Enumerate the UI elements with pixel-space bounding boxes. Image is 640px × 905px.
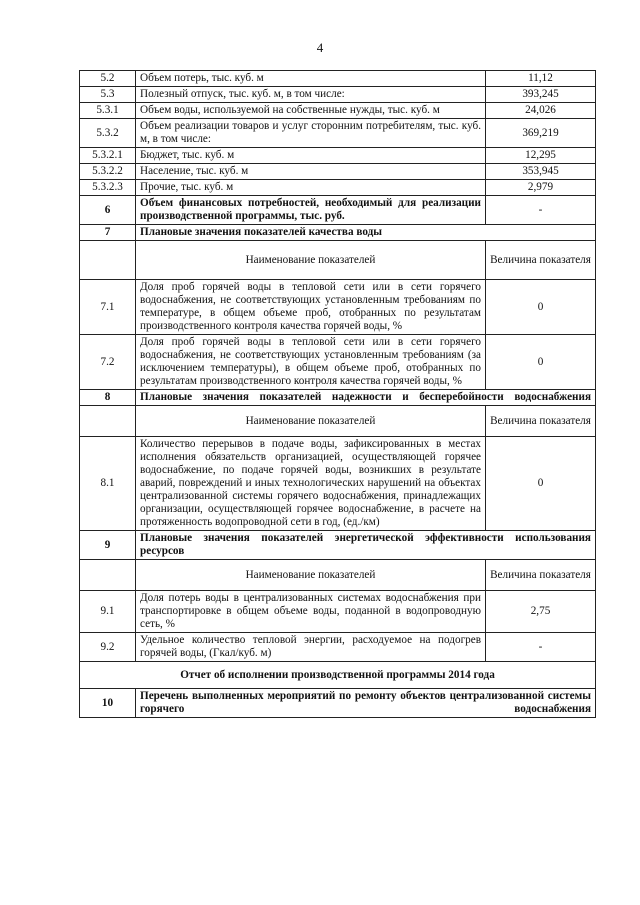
column-header-row xyxy=(80,406,596,437)
row-value: 353,945 xyxy=(486,164,596,180)
table-row xyxy=(80,87,596,103)
row-value: - xyxy=(486,633,596,662)
section-number: 9 xyxy=(80,531,136,560)
table-row xyxy=(80,148,596,164)
section-title-row xyxy=(80,225,596,241)
section-number: 10 xyxy=(80,689,136,718)
report-title: Отчет об исполнении производственной программы 2014 года xyxy=(80,662,596,689)
section-number: 8 xyxy=(80,390,136,406)
row-value: 369,219 xyxy=(486,119,596,148)
row-number: 5.3 xyxy=(80,87,136,103)
row-number: 5.3.2.2 xyxy=(80,164,136,180)
header-indicator-name: Наименование показателей xyxy=(136,406,486,437)
row-text: Доля проб горячей воды в тепловой сети или в сети горячего водоснабжения, не соответствующих установленным требованиям (за исключением температуры), в общем объеме проб, отобранных по результатам производственного контроля качества горячей воды, % xyxy=(136,335,486,390)
table-row xyxy=(80,591,596,633)
header-indicator-name: Наименование показателей xyxy=(136,560,486,591)
row-value: 12,295 xyxy=(486,148,596,164)
section-title: Перечень выполненных мероприятий по ремонту объектов централизованной системы горячего водоснабжения xyxy=(136,689,596,718)
section-number: 7 xyxy=(80,225,136,241)
table-row xyxy=(80,164,596,180)
section-title-row xyxy=(80,689,596,718)
empty-cell xyxy=(80,406,136,437)
row-text: Население, тыс. куб. м xyxy=(136,164,486,180)
row-text: Количество перерывов в подаче воды, зафиксированных в местах исполнения обязательств организацией, осуществляющей горячее водоснабжение, по подаче горячей воды, возникших в результате аварий, повреждений и иных технологических нарушений на объектах централизованной системы горячего водоснабжения, принадлежащих организации, осуществляющей горячее водоснабжение, в расчете на протяженность водопроводной сети в год, (ед./км) xyxy=(136,437,486,531)
header-indicator-value: Величина показателя xyxy=(486,406,596,437)
table-row xyxy=(80,196,596,225)
header-indicator-name: Наименование показателей xyxy=(136,241,486,280)
column-header-row xyxy=(80,241,596,280)
header-indicator-value: Величина показателя xyxy=(486,560,596,591)
section-title-row xyxy=(80,390,596,406)
section-title: Плановые значения показателей энергетической эффективности использования ресурсов xyxy=(136,531,596,560)
row-number: 5.3.2 xyxy=(80,119,136,148)
row-number: 9.1 xyxy=(80,591,136,633)
table-row xyxy=(80,71,596,87)
row-text: Доля проб горячей воды в тепловой сети или в сети горячего водоснабжения, не соответствующих установленным требованиям по температуре, в общем объеме проб, отобранных по результатам производственного контроля качества горячей воды, % xyxy=(136,280,486,335)
section-title: Плановые значения показателей надежности и бесперебойности водоснабжения xyxy=(136,390,596,406)
row-number: 5.3.1 xyxy=(80,103,136,119)
row-value: 393,245 xyxy=(486,87,596,103)
table-row xyxy=(80,119,596,148)
program-table xyxy=(79,70,596,718)
row-number: 5.2 xyxy=(80,71,136,87)
row-value: 2,75 xyxy=(486,591,596,633)
row-text: Объем потерь, тыс. куб. м xyxy=(136,71,486,87)
row-text: Полезный отпуск, тыс. куб. м, в том числе: xyxy=(136,87,486,103)
row-value: 0 xyxy=(486,335,596,390)
row-text: Объем реализации товаров и услуг сторонним потребителям, тыс. куб. м, в том числе: xyxy=(136,119,486,148)
row-number: 9.2 xyxy=(80,633,136,662)
row-text: Объем воды, используемой на собственные нужды, тыс. куб. м xyxy=(136,103,486,119)
header-indicator-value: Величина показателя xyxy=(486,241,596,280)
row-value: 24,026 xyxy=(486,103,596,119)
row-text: Объем финансовых потребностей, необходимый для реализации производственной программы, тыс. руб. xyxy=(136,196,486,225)
empty-cell xyxy=(80,560,136,591)
table-row xyxy=(80,103,596,119)
report-title-row xyxy=(80,662,596,689)
table-row xyxy=(80,437,596,531)
row-value: 0 xyxy=(486,437,596,531)
empty-cell xyxy=(80,241,136,280)
row-text: Доля потерь воды в централизованных системах водоснабжения при транспортировке в общем объеме воды, поданной в водопроводную сеть, % xyxy=(136,591,486,633)
section-title: Плановые значения показателей качества воды xyxy=(136,225,596,241)
column-header-row xyxy=(80,560,596,591)
page-number: 4 xyxy=(316,40,324,55)
row-number: 7.1 xyxy=(80,280,136,335)
table-row xyxy=(80,180,596,196)
row-value: 11,12 xyxy=(486,71,596,87)
row-number: 5.3.2.1 xyxy=(80,148,136,164)
row-number: 8.1 xyxy=(80,437,136,531)
row-value: - xyxy=(486,196,596,225)
table-row xyxy=(80,335,596,390)
table-row xyxy=(80,633,596,662)
row-text: Бюджет, тыс. куб. м xyxy=(136,148,486,164)
row-text: Удельное количество тепловой энергии, расходуемое на подогрев горячей воды, (Гкал/куб. м) xyxy=(136,633,486,662)
row-number: 5.3.2.3 xyxy=(80,180,136,196)
row-text: Прочие, тыс. куб. м xyxy=(136,180,486,196)
row-number: 6 xyxy=(80,196,136,225)
row-number: 7.2 xyxy=(80,335,136,390)
section-title-row xyxy=(80,531,596,560)
row-value: 0 xyxy=(486,280,596,335)
row-value: 2,979 xyxy=(486,180,596,196)
table-row xyxy=(80,280,596,335)
